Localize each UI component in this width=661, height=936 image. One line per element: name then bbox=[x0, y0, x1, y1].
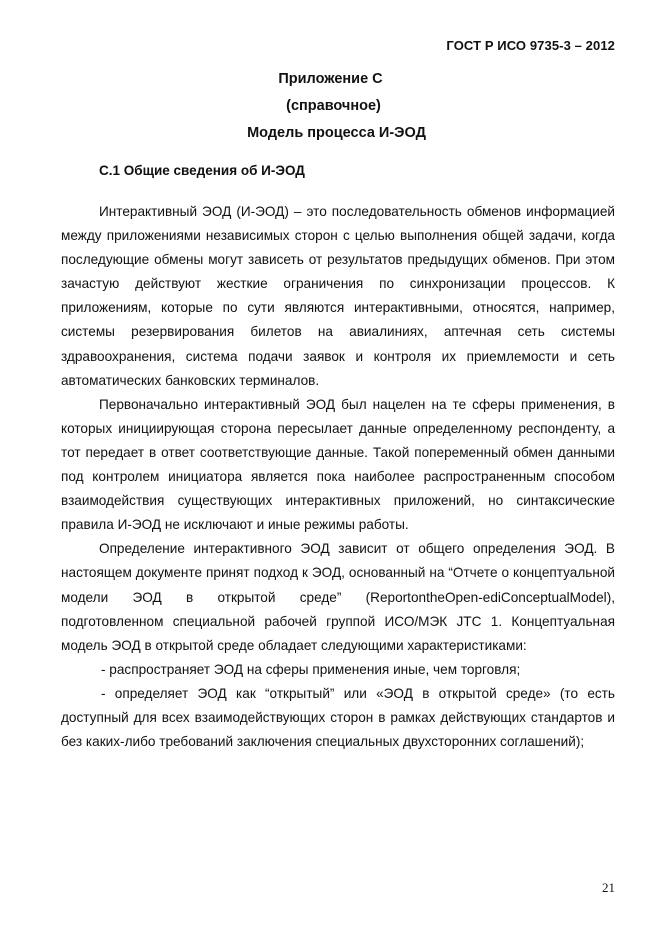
appendix-title-block bbox=[0, 69, 661, 150]
page-number: 21 bbox=[602, 880, 615, 895]
list-item: - определяет ЭОД как “открытый” или «ЭОД в открытой среде» (то есть доступный для всех взаимодействующих сторон в рамках действующих стандартов и без каких-либо требований заключения специальных двухсторонних соглашений); bbox=[61, 685, 615, 750]
paragraph: Интерактивный ЭОД (И-ЭОД) – это последовательность обменов информацией между приложениями независимых сторон с целью выполнения общей задачи, когда последующие обмены могут зависеть от результатов предыдущих обменов. При этом зачастую действуют жесткие ограничения по синхронизации процессов. К приложениям, которые по сути являются интерактивными, относятся, например, системы резервирования билетов на авиалиниях, аптечная сеть системы здравоохранения, система подачи заявок и контроля их приемлемости и сеть автоматических банковских терминалов. bbox=[61, 204, 615, 388]
paragraph: Определение интерактивного ЭОД зависит от общего определения ЭОД. В настоящем документе принят подход к ЭОД, основанный на “Отчете о концептуальной модели ЭОД в открытой среде” (ReportontheOpen-ediConceptualModel), подготовленном специальной рабочей группой ИСО/МЭК JTC 1. Концептуальная модель ЭОД в открытой среде обладает следующими характеристиками: bbox=[61, 541, 615, 653]
paragraph: Первоначально интерактивный ЭОД был нацелен на те сферы применения, в которых инициирующая сторона пересылает данные определенному респонденту, а тот передает в ответ соответствующие данные. Такой попеременный обмен данными под контролем инициатора является пока наиболее распространенным способом взаимодействия существующих интерактивных приложений, но синтаксические правила И-ЭОД не исключают и иные режимы работы. bbox=[61, 396, 615, 533]
section-heading: С.1 Общие сведения об И-ЭОД bbox=[99, 163, 305, 178]
list-item: - распространяет ЭОД на сферы применения иные, чем торговля; bbox=[101, 661, 521, 677]
body-text bbox=[61, 200, 615, 754]
standard-code-header: ГОСТ Р ИСО 9735-3 – 2012 bbox=[446, 38, 615, 53]
appendix-label: Приложение С bbox=[278, 71, 383, 87]
appendix-title: Модель процесса И-ЭОД bbox=[247, 125, 426, 141]
appendix-status: (справочное) bbox=[286, 98, 381, 114]
